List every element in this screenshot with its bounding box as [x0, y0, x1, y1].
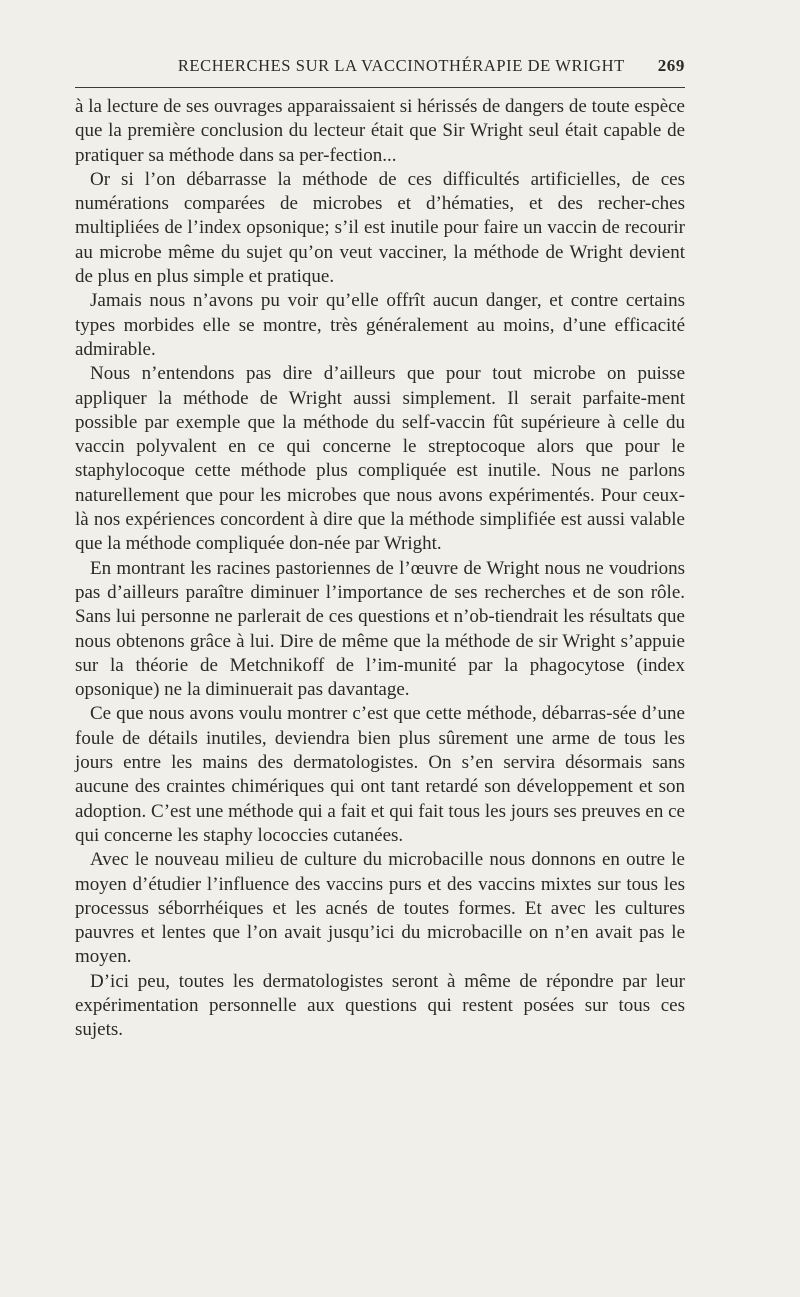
paragraph-2: Or si l’on débarrasse la méthode de ces difficultés artificielles, de ces numérations comparées de microbes et d’hématies, et des recher-ches multipliées de l’index opsonique; s’il est inutile pour faire un vaccin de recourir au microbe même du sujet qu’on veut vacciner, la méthode de Wright devient de plus en plus simple et pratique. — [75, 168, 685, 288]
paragraph-5: En montrant les racines pastoriennes de l’œuvre de Wright nous ne voudrions pas d’ailleurs paraître diminuer l’importance de ses recherches et de son rôle. Sans lui personne ne parlerait de ces questions et n’ob-tiendrait les résultats que nous obtenons grâce à lui. Dire de même que la méthode de sir Wright s’appuie sur la théorie de Metchnikoff de l’im-munité par la phagocytose (index opsonique) ne la diminuerait pas davantage. — [75, 557, 685, 701]
paragraph-6: Ce que nous avons voulu montrer c’est que cette méthode, débarras-sée d’une foule de détails inutiles, deviendra bien plus sûrement une arme de tous les jours entre les mains des dermatologistes. On s’en servira désormais sans aucune des craintes chimériques qui ont tant retardé son développement et son adoption. C’est une méthode qui a fait et qui fait tous les jours ses preuves en ce qui concerne les staphy lococcies cutanées. — [75, 703, 685, 846]
header-rule — [75, 87, 685, 88]
running-head — [75, 56, 685, 78]
paragraph-4: Nous n’entendons pas dire d’ailleurs que pour tout microbe on puisse appliquer la méthode de Wright aussi simplement. Il serait parfaite-ment possible par exemple que la méthode du self-vaccin fût supérieure à celle du vaccin polyvalent en ce qui concerne le streptocoque alors que pour le staphylocoque cette méthode plus compliquée est inutile. Nous ne parlons naturellement que pour les microbes que nous avons expérimentés. Pour ceux-là nos expériences concordent à dire que la méthode simplifiée est aussi valable que la méthode compliquée don-née par Wright. — [75, 363, 685, 555]
body-text — [75, 95, 685, 1043]
paragraph-1: à la lecture de ses ouvrages apparaissaient si hérissés de dangers de toute espèce que la première conclusion du lecteur était que Sir Wright seul était capable de pratiquer sa méthode dans sa per-fection... — [75, 96, 685, 166]
paragraph-8: D’ici peu, toutes les dermatologistes seront à même de répondre par leur expérimentation personnelle aux questions qui restent posées sur tous ces sujets. — [75, 970, 685, 1041]
page-number: 269 — [657, 56, 685, 75]
running-title: RECHERCHES SUR LA VACCINOTHÉRAPIE DE WRIGHT — [177, 56, 625, 75]
paragraph-3: Jamais nous n’avons pu voir qu’elle offrît aucun danger, et contre certains types morbides elle se montre, très généralement au moins, d’une efficacité admirable. — [75, 290, 685, 360]
paragraph-7: Avec le nouveau milieu de culture du microbacille nous donnons en outre le moyen d’étudier l’influence des vaccins purs et des vaccins mixtes sur tous les processus séborrhéiques et les acnés de toutes formes. Et avec les cultures pauvres et lentes que l’on avait jusqu’ici du microbacille on n’en avait pas le moyen. — [75, 849, 685, 968]
